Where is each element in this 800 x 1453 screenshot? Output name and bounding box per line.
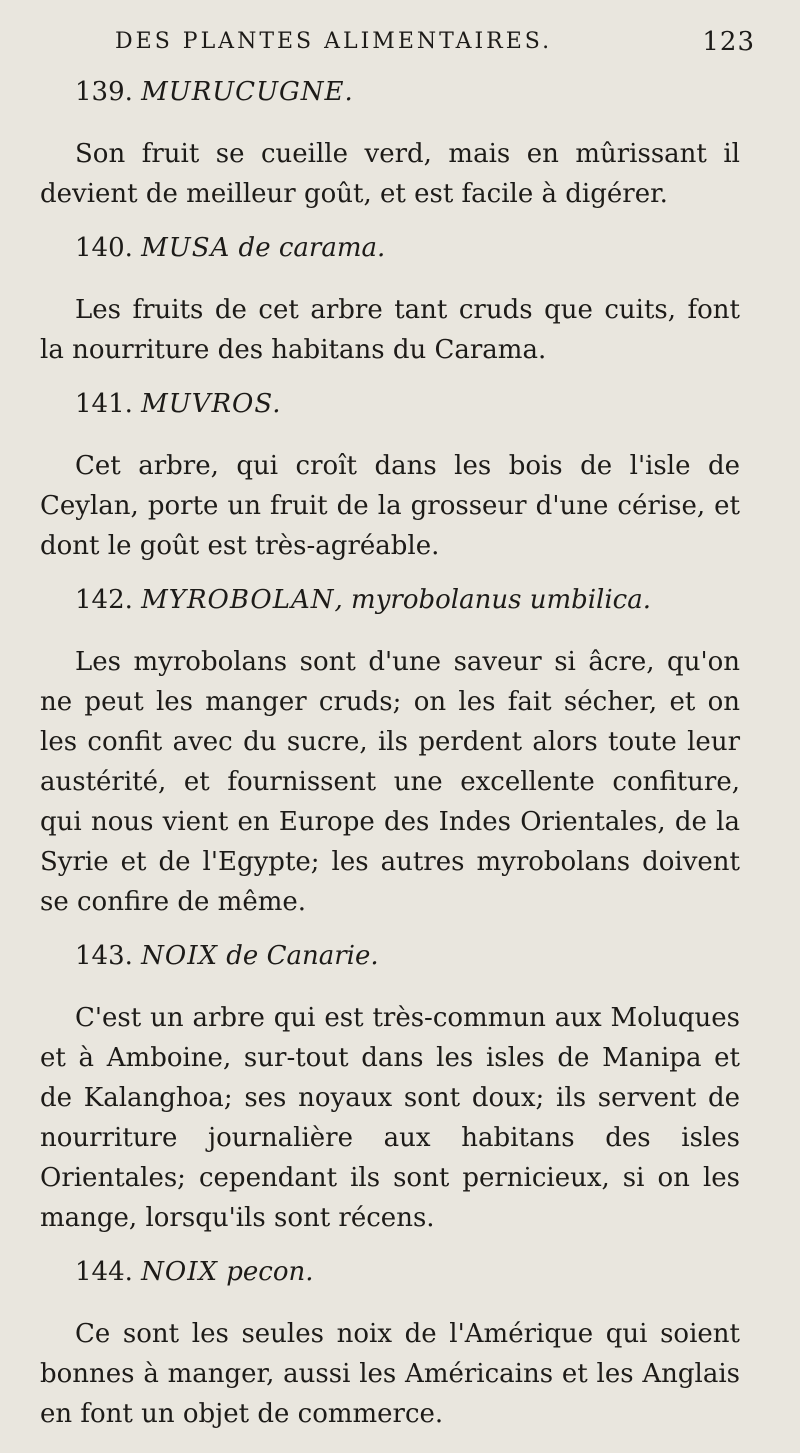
entry-name: MYROBOLAN bbox=[141, 585, 335, 615]
entry-name: NOIX bbox=[141, 1257, 219, 1287]
entry-141 bbox=[40, 384, 740, 566]
entry-number: 143. bbox=[75, 941, 133, 971]
entry-qualifier: pecon. bbox=[226, 1257, 314, 1287]
page-body bbox=[40, 72, 740, 1448]
entry-text: Son fruit se cueille verd, mais en mûrissant il devient de meilleur goût, et est facile à digérer. bbox=[40, 139, 740, 209]
entry-number: 139. bbox=[75, 77, 133, 107]
entry-name: MUVROS. bbox=[141, 389, 282, 419]
entry-qualifier: de Canarie. bbox=[226, 941, 379, 971]
entry-143 bbox=[40, 936, 740, 1238]
running-head-title: DES PLANTES ALIMENTAIRES. bbox=[115, 29, 553, 54]
entry-qualifier: , myrobolanus umbilica. bbox=[334, 585, 652, 615]
entry-number: 141. bbox=[75, 389, 133, 419]
entry-text: Cet arbre, qui croît dans les bois de l'isle de Ceylan, porte un fruit de la grosseur d'une cérise, et dont le goût est très-agréable. bbox=[40, 451, 740, 561]
entry-name: MURUCUGNE. bbox=[141, 77, 354, 107]
entry-144 bbox=[40, 1252, 740, 1434]
entry-text: Les fruits de cet arbre tant cruds que cuits, font la nourriture des habitans du Carama. bbox=[40, 295, 740, 365]
running-head bbox=[115, 22, 755, 62]
entry-heading bbox=[40, 228, 740, 276]
entry-142 bbox=[40, 580, 740, 922]
entry-heading bbox=[40, 936, 740, 984]
entry-heading bbox=[40, 72, 740, 120]
entry-number: 142. bbox=[75, 585, 133, 615]
entry-name: NOIX bbox=[141, 941, 219, 971]
entry-text: C'est un arbre qui est très-commun aux Moluques et à Amboine, sur-tout dans les isles de Manipa et de Kalanghoa; ses noyaux sont doux; ils servent de nourriture journalière aux habitans des isles Orientales; cependant ils sont pernicieux, si on les mange, lorsqu'ils sont récens. bbox=[40, 1003, 740, 1233]
entry-text: Les myrobolans sont d'une saveur si âcre, qu'on ne peut les manger cruds; on les fait sécher, et on les confit avec du sucre, ils perdent alors toute leur austérité, et fournissent une excellente confiture, qui nous vient en Europe des Indes Orientales, de la Syrie et de l'Egypte; les autres myrobolans doivent se confire de même. bbox=[40, 647, 740, 917]
entry-heading bbox=[40, 384, 740, 432]
entry-139 bbox=[40, 72, 740, 214]
entry-qualifier: de carama. bbox=[238, 233, 386, 263]
entry-140 bbox=[40, 228, 740, 370]
entry-number: 144. bbox=[75, 1257, 133, 1287]
entry-heading bbox=[40, 1252, 740, 1300]
entry-number: 140. bbox=[75, 233, 133, 263]
entry-heading bbox=[40, 580, 740, 628]
entry-text: Ce sont les seules noix de l'Amérique qui soient bonnes à manger, aussi les Américains et les Anglais en font un objet de commerce. bbox=[40, 1319, 740, 1429]
page-number: 123 bbox=[702, 27, 755, 57]
entry-name: MUSA bbox=[141, 233, 231, 263]
